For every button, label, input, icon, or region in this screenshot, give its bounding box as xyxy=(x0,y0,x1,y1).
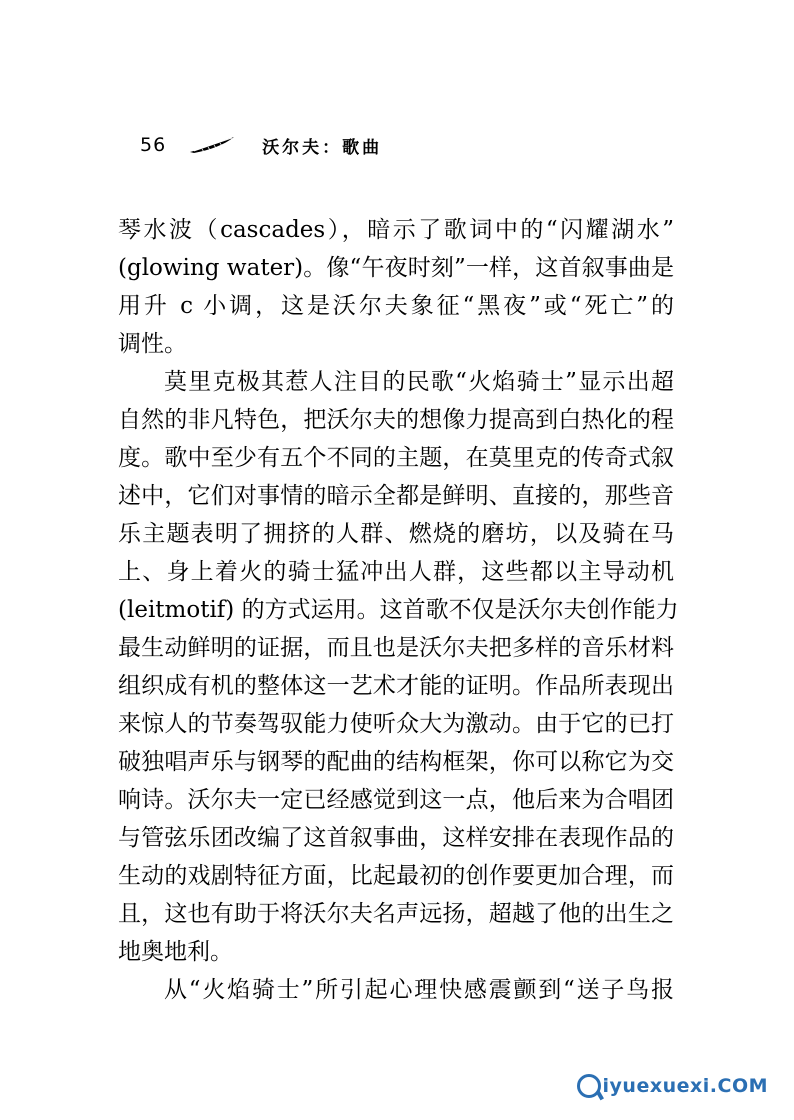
page-number: 56 xyxy=(140,134,167,156)
text-line: 上、身上着火的骑士猛冲出人群，这些都以主导动机 xyxy=(118,559,674,585)
body-text xyxy=(118,211,679,1009)
text-line: 最生动鲜明的证据，而且也是沃尔夫把多样的音乐材料 xyxy=(118,635,674,661)
text-line: 生动的戏剧特征方面，比起最初的创作要更加合理，而 xyxy=(118,863,674,889)
text-line: 琴水波（cascades），暗示了歌词中的“闪耀湖水” xyxy=(118,217,674,243)
text-line: 且，这也有助于将沃尔夫名声远扬，超越了他的出生之 xyxy=(118,901,674,927)
text-line: 组织成有机的整体这一艺术才能的证明。作品所表现出 xyxy=(118,673,674,699)
running-header xyxy=(140,128,382,162)
text-line: (leitmotif) 的方式运用。这首歌不仅是沃尔夫创作能力 xyxy=(118,597,679,623)
text-line: 自然的非凡特色，把沃尔夫的想像力提高到白热化的程 xyxy=(118,407,674,433)
running-title: 沃尔夫：歌曲 xyxy=(262,137,383,158)
text-line: 调性。 xyxy=(118,331,187,357)
text-line: 莫里克极其惹人注目的民歌“火焰骑士”显示出超 xyxy=(164,369,674,395)
magnifier-q-icon xyxy=(577,1074,601,1098)
text-line: 乐主题表明了拥挤的人群、燃烧的磨坊，以及骑在马 xyxy=(118,521,674,547)
text-line: 用升 c 小调，这是沃尔夫象征“黑夜”或“死亡”的 xyxy=(118,293,674,319)
text-line: 从“火焰骑士”所引起心理快感震颤到“送子鸟报 xyxy=(164,977,674,1003)
site-watermark xyxy=(577,1074,768,1098)
text-line: 述中，它们对事情的暗示全都是鲜明、直接的，那些音 xyxy=(118,483,674,509)
quill-icon xyxy=(188,135,236,155)
text-line: 地奥地利。 xyxy=(118,939,233,965)
text-line: 响诗。沃尔夫一定已经感觉到这一点，他后来为合唱团 xyxy=(118,787,674,813)
text-line: 来惊人的节奏驾驭能力使听众大为激动。由于它的已打 xyxy=(118,711,674,737)
text-line: 度。歌中至少有五个不同的主题，在莫里克的传奇式叙 xyxy=(118,445,674,471)
watermark-text: iyuexuexi.COM xyxy=(602,1075,768,1097)
text-line: (glowing water)。像“午夜时刻”一样，这首叙事曲是 xyxy=(118,255,674,281)
text-line: 与管弦乐团改编了这首叙事曲，这样安排在表现作品的 xyxy=(118,825,674,851)
text-line: 破独唱声乐与钢琴的配曲的结构框架，你可以称它为交 xyxy=(118,749,674,775)
